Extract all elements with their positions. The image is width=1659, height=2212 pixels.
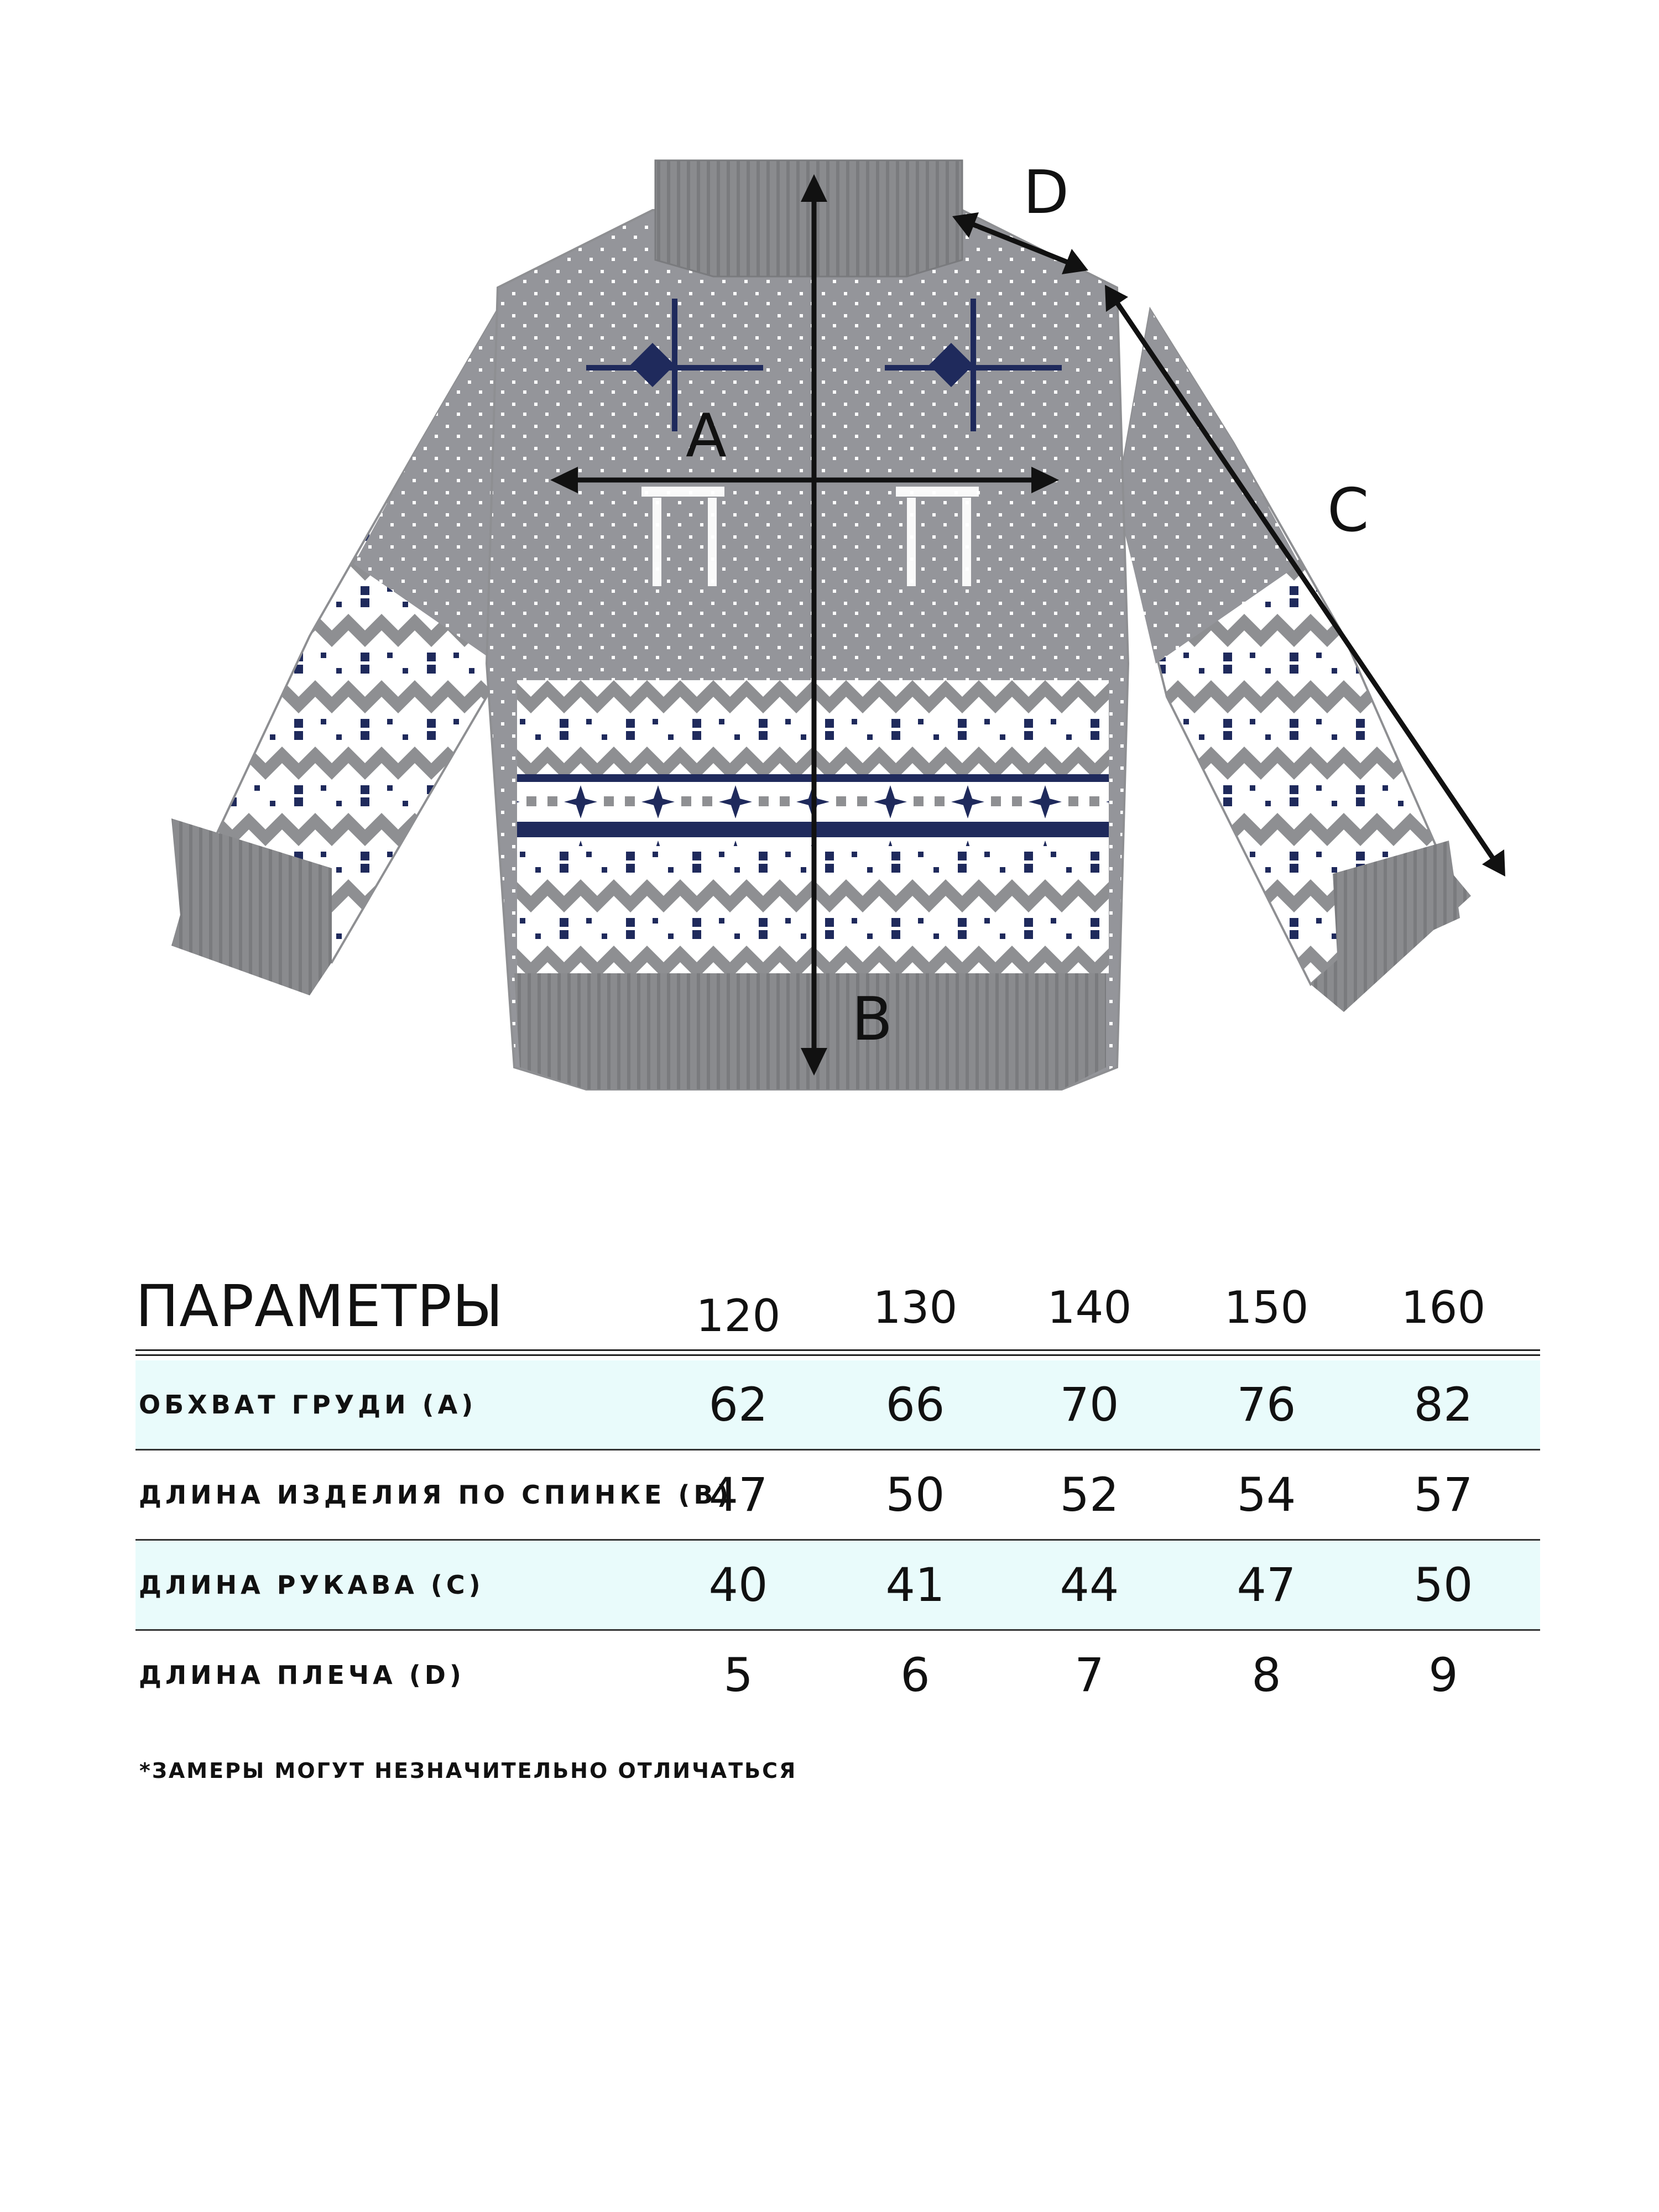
label-b: B — [852, 985, 893, 1054]
table-cell: 41 — [885, 1558, 945, 1612]
size-header: 120 — [696, 1290, 781, 1342]
table-title: ПАРАМЕТРЫ — [135, 1272, 504, 1340]
table-cell: 50 — [885, 1468, 945, 1522]
size-header: 140 — [1047, 1282, 1132, 1333]
table-cell: 47 — [1237, 1558, 1296, 1612]
size-header: 130 — [873, 1282, 958, 1333]
size-table — [135, 1266, 1540, 1702]
table-cell: 82 — [1413, 1378, 1473, 1432]
table-cell: 8 — [1251, 1648, 1281, 1702]
row-label: ДЛИНА РУКАВА (С) — [139, 1570, 484, 1600]
row-label: ДЛИНА ПЛЕЧА (D) — [139, 1660, 465, 1690]
table-cell: 6 — [900, 1648, 930, 1702]
table-row — [135, 1631, 1540, 1721]
header-divider — [135, 1349, 1540, 1356]
footnote: *ЗАМЕРЫ МОГУТ НЕЗНАЧИТЕЛЬНО ОТЛИЧАТЬСЯ — [139, 1759, 797, 1783]
label-c: C — [1327, 476, 1369, 545]
size-header: 150 — [1224, 1282, 1309, 1333]
table-cell: 76 — [1237, 1378, 1296, 1432]
table-cell: 52 — [1060, 1468, 1119, 1522]
table-cell: 70 — [1060, 1378, 1119, 1432]
table-cell: 66 — [885, 1378, 945, 1432]
table-cell: 7 — [1074, 1648, 1104, 1702]
row-label: ДЛИНА ИЗДЕЛИЯ ПО СПИНКЕ (В) — [139, 1480, 733, 1510]
row-label: ОБХВАТ ГРУДИ (А) — [139, 1390, 477, 1420]
size-header: 160 — [1401, 1282, 1486, 1333]
table-row — [135, 1541, 1540, 1631]
label-d: D — [1023, 158, 1070, 227]
table-cell: 62 — [708, 1378, 768, 1432]
table-cell: 5 — [723, 1648, 753, 1702]
table-cell: 47 — [708, 1468, 768, 1522]
table-cell: 44 — [1060, 1558, 1119, 1612]
table-header — [135, 1266, 1540, 1349]
table-cell: 40 — [708, 1558, 768, 1612]
table-cell: 54 — [1237, 1468, 1296, 1522]
label-a: A — [686, 401, 727, 471]
table-cell: 9 — [1428, 1648, 1458, 1702]
table-row — [135, 1451, 1540, 1541]
table-body — [135, 1360, 1540, 1721]
table-cell: 50 — [1413, 1558, 1473, 1612]
table-cell: 57 — [1413, 1468, 1473, 1522]
table-row — [135, 1360, 1540, 1451]
